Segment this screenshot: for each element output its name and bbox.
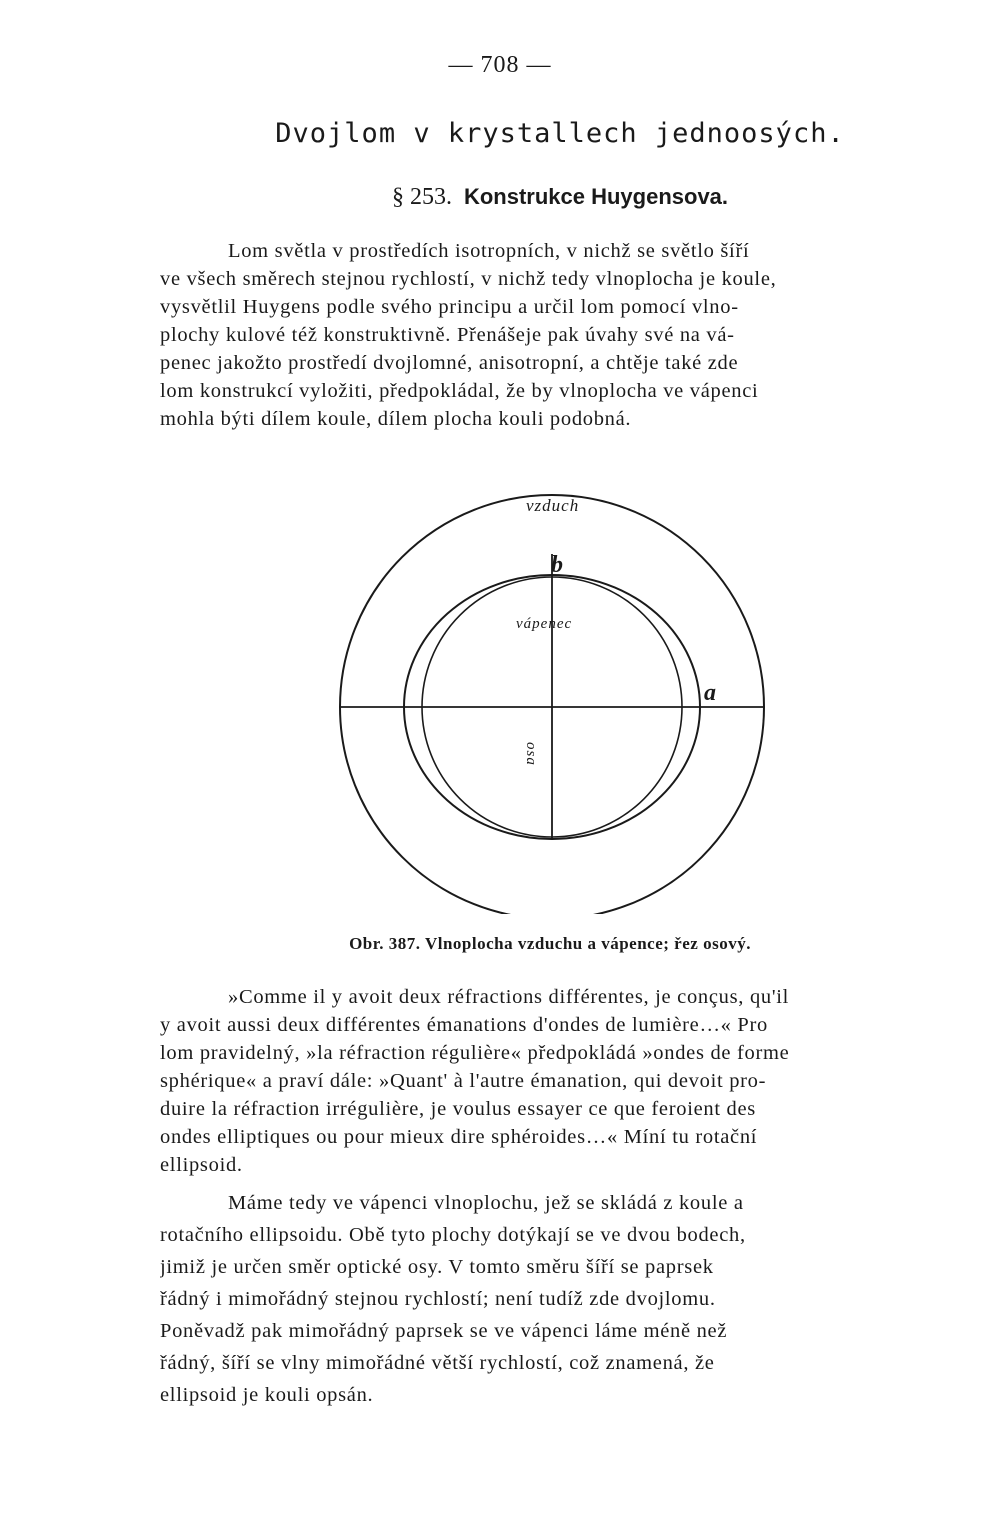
- paragraph-3: [160, 1192, 952, 1416]
- paragraph-line: »Comme il y avoit deux réfractions différentes, je conçus, qu'il: [228, 986, 790, 1008]
- paragraph-line: sphérique« a praví dále: »Quant' à l'autre émanation, qui devoit pro-: [160, 1070, 767, 1092]
- paragraph-line: řádný i mimořádný stejnou rychlostí; není tudíž zde dvojlomu.: [160, 1288, 716, 1310]
- paragraph-line: ellipsoid je kouli opsán.: [160, 1384, 374, 1406]
- label-axis: osa: [523, 742, 539, 766]
- figure-caption: [0, 934, 1000, 954]
- paragraph-line: rotačního ellipsoidu. Obě tyto plochy dotýkají se ve dvou bodech,: [160, 1224, 746, 1246]
- caption-number: Obr. 387.: [349, 934, 421, 953]
- label-calcite: vápenec: [516, 616, 573, 632]
- section-title: Konstrukce Huygensova.: [463, 184, 729, 209]
- page-number: — 708 —: [448, 52, 552, 78]
- figure-wave-surface: [336, 484, 776, 914]
- paragraph-line: ve všech směrech stejnou rychlostí, v nichž tedy vlnoplocha je koule,: [160, 268, 777, 290]
- label-point-b: b: [551, 552, 563, 578]
- paragraph-line: jimiž je určen směr optické osy. V tomto směru šíří se paprsek: [160, 1256, 714, 1278]
- paragraph-line: Poněvadž pak mimořádný paprsek se ve vápenci láme méně než: [160, 1320, 728, 1342]
- paragraph-line: mohla býti dílem koule, dílem plocha kouli podobná.: [160, 408, 632, 430]
- paragraph-line: ondes elliptiques ou pour mieux dire sphéroides…« Míní tu rotační: [160, 1126, 758, 1148]
- label-point-a: a: [704, 680, 716, 706]
- paragraph-line: penec jakožto prostředí dvojlomné, anisotropní, a chtěje také zde: [160, 352, 739, 374]
- paragraph-line: ellipsoid.: [160, 1154, 243, 1176]
- paragraph-line: duire la réfraction irrégulière, je voulus essayer ce que feroient des: [160, 1098, 756, 1120]
- paragraph-line: vysvětlil Huygens podle svého principu a určil lom pomocí vlno-: [160, 296, 739, 318]
- paragraph-1: [160, 240, 952, 436]
- paragraph-line: Lom světla v prostředích isotropních, v nichž se světlo šíří: [228, 240, 750, 262]
- paragraph-line: lom pravidelný, »la réfraction régulière« předpokládá »ondes de forme: [160, 1042, 790, 1064]
- label-air: vzduch: [526, 496, 580, 515]
- paragraph-line: řádný, šíří se vlny mimořádné větší rychlostí, což znamená, že: [160, 1352, 715, 1374]
- chapter-title: Dvojlom v krystallech jednoosých.: [275, 118, 845, 149]
- caption-text: Vlnoplocha vzduchu a vápence; řez osový.: [424, 934, 751, 953]
- paragraph-line: plochy kulové též konstruktivně. Přenášeje pak úvahy své na vá-: [160, 324, 735, 346]
- paragraph-line: lom konstrukcí vyložiti, předpokládal, že by vlnoplocha ve vápenci: [160, 380, 759, 402]
- paragraph-line: Máme tedy ve vápenci vlnoplochu, jež se skládá z koule a: [228, 1192, 744, 1214]
- paragraph-line: y avoit aussi deux différentes émanations d'ondes de lumière…« Pro: [160, 1014, 769, 1036]
- paragraph-2: [160, 986, 952, 1182]
- section-number: § 253.: [391, 184, 452, 210]
- section-heading: [0, 184, 1000, 211]
